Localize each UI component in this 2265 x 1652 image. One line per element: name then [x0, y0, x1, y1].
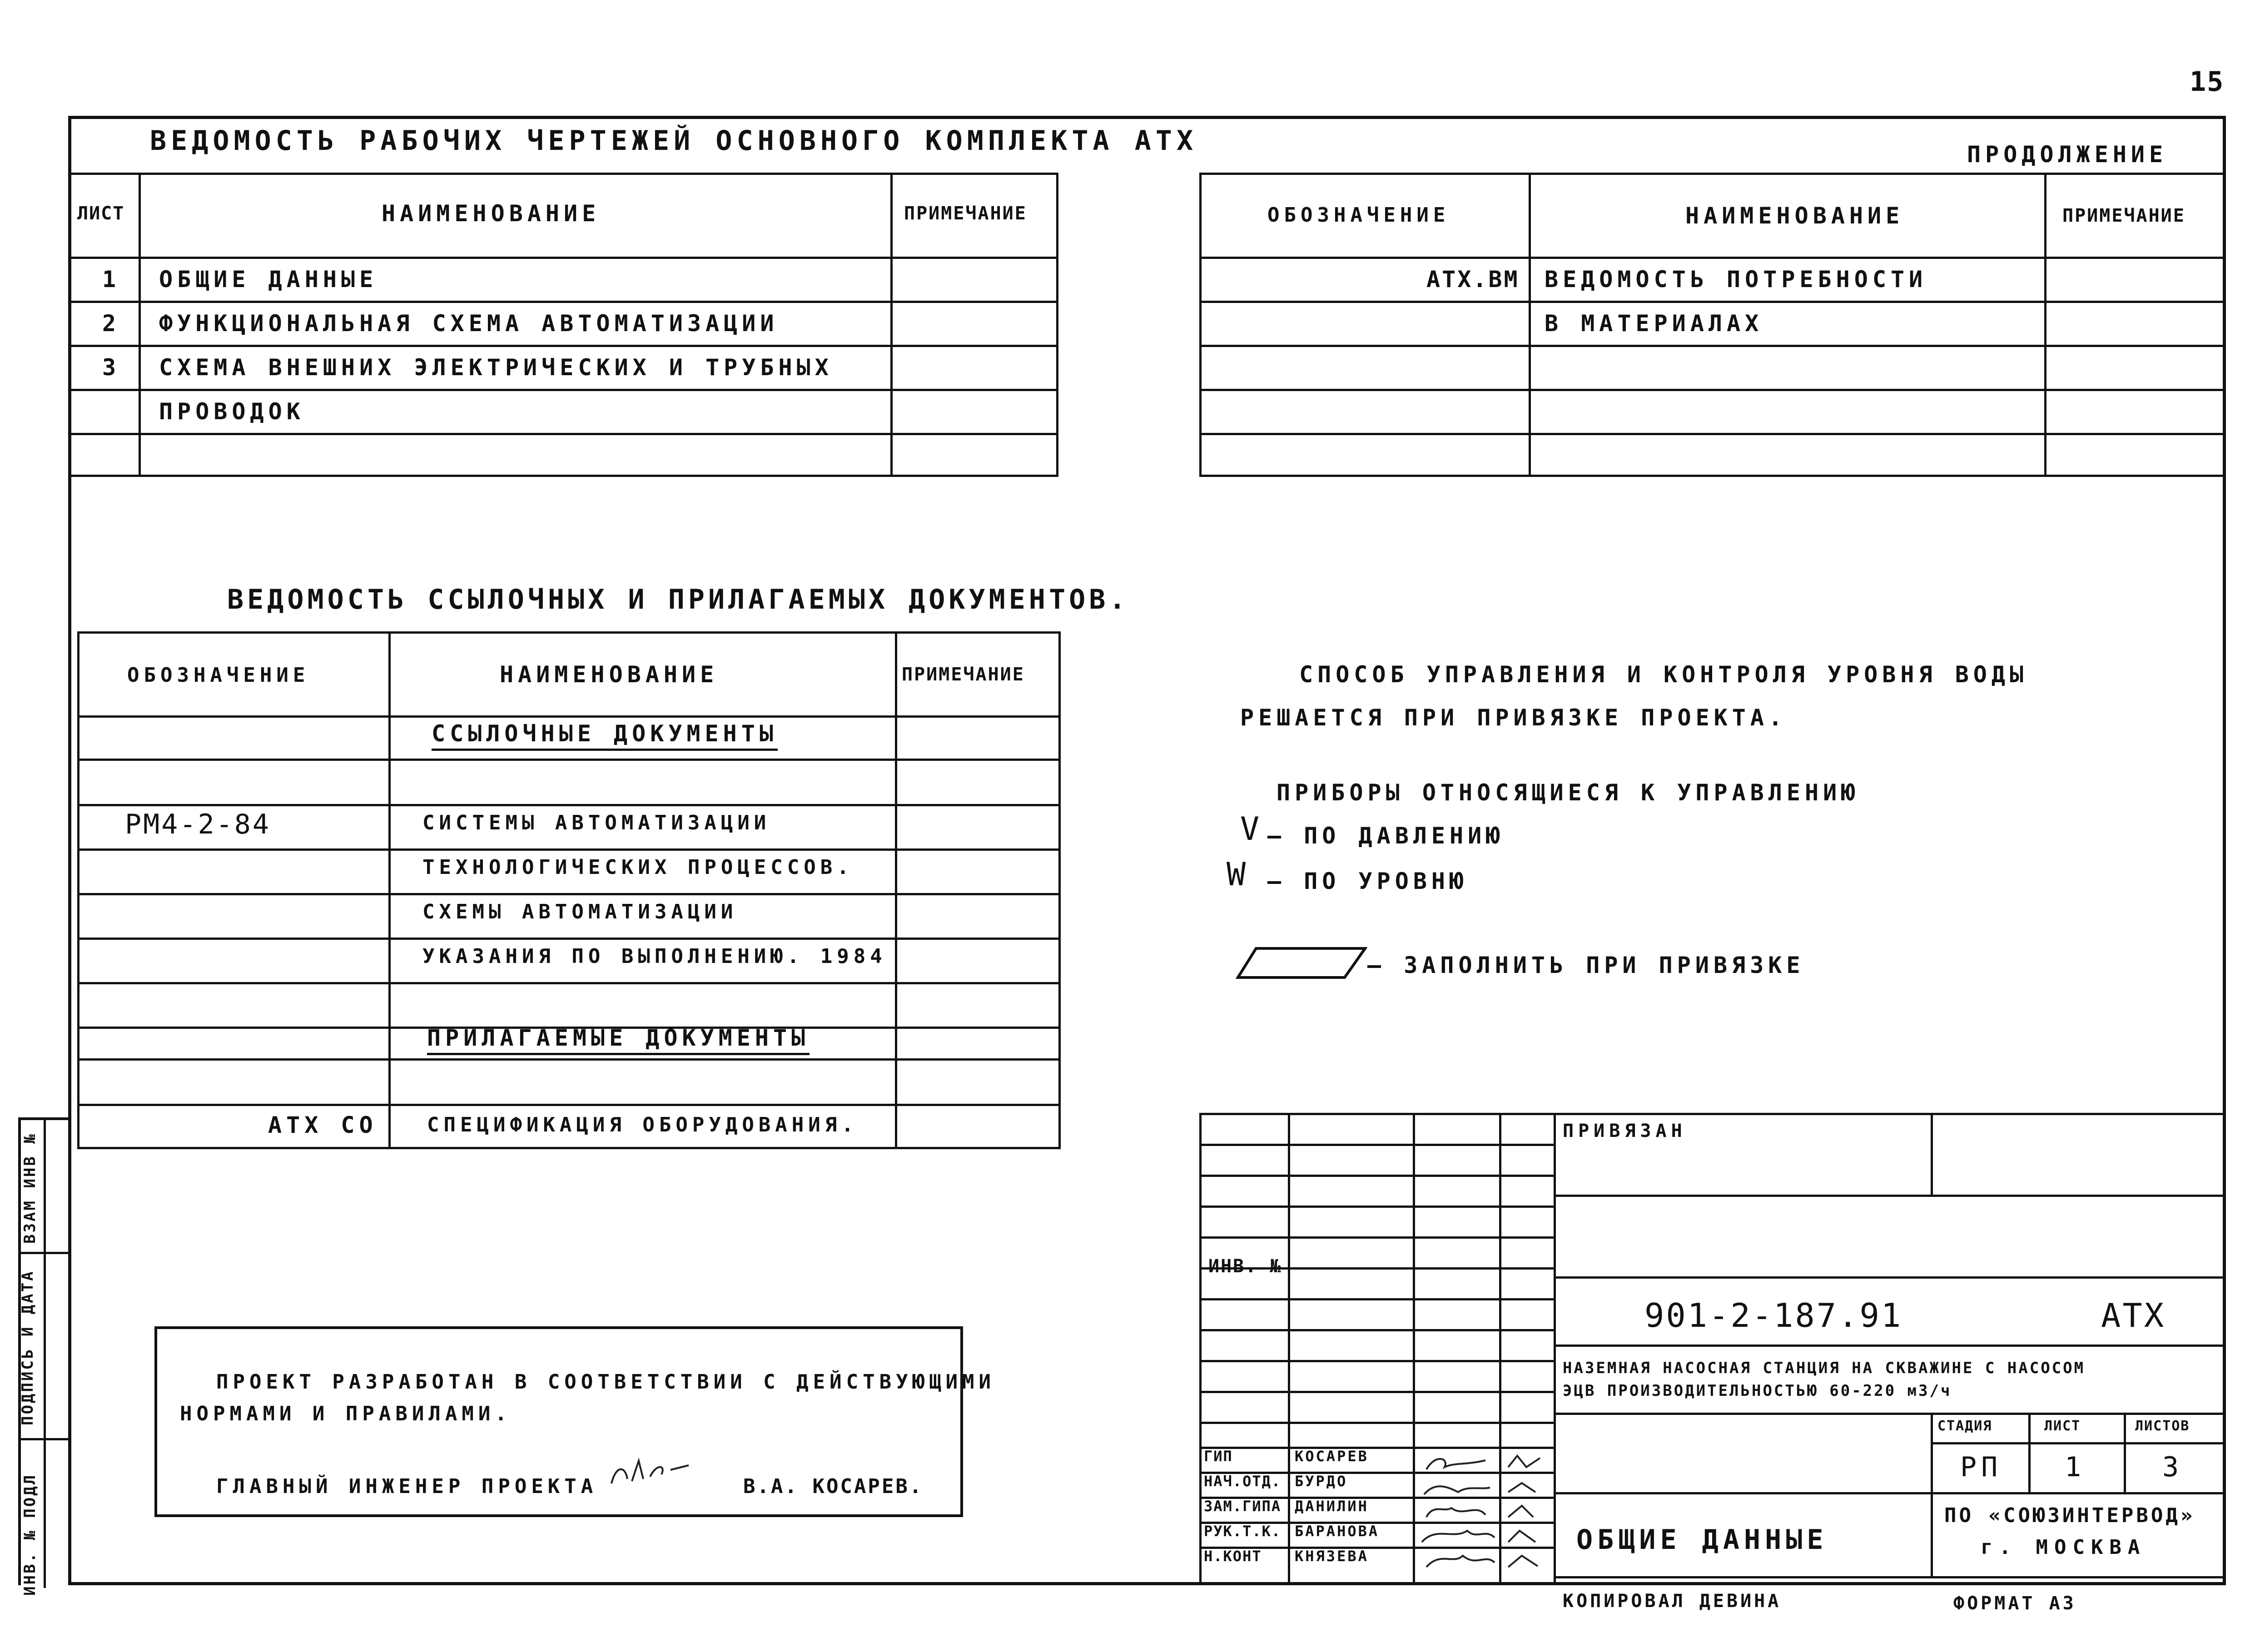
col-code-header: ОБОЗНАЧЕНИЕ	[1267, 203, 1450, 227]
fill-in-symbol	[1236, 945, 1367, 981]
v-mark-text: — ПО ДАВЛЕНИЮ	[1267, 823, 1505, 849]
row-name: СХЕМА ВНЕШНИХ ЭЛЕКТРИЧЕСКИХ И ТРУБНЫХ	[159, 354, 833, 381]
col-name-header: НАИМЕНОВАНИЕ	[1685, 203, 1904, 229]
inv-no-label: ИНВ. №	[1208, 1256, 1282, 1277]
row-name: ВЕДОМОСТЬ ПОТРЕБНОСТИ	[1545, 266, 1927, 293]
col-note-header: ПРИМЕЧАНИЕ	[902, 664, 1025, 685]
note-line-3: ПРИБОРЫ ОТНОСЯЩИЕСЯ К УПРАВЛЕНИЮ	[1277, 779, 1860, 806]
ref-doc-line: СХЕМЫ АВТОМАТИЗАЦИИ	[422, 900, 738, 923]
row-code: АТХ.ВМ	[1426, 266, 1520, 293]
section-reference-docs: ССЫЛОЧНЫЕ ДОКУМЕНТЫ	[432, 722, 778, 751]
set-code: АТХ	[2101, 1296, 2166, 1334]
sheet-label: ЛИСТ	[2044, 1418, 2081, 1434]
col-name-header: НАИМЕНОВАНИЕ	[500, 661, 719, 688]
compliance-line-2: НОРМАМИ И ПРАВИЛАМИ.	[180, 1402, 512, 1425]
row-num: 1	[102, 266, 121, 293]
sheets-label: ЛИСТОВ	[2135, 1418, 2190, 1434]
chief-engineer-label: ГЛАВНЫЙ ИНЖЕНЕР ПРОЕКТА	[216, 1475, 598, 1498]
compliance-box	[154, 1326, 996, 1517]
staff-signatures	[1417, 1449, 1554, 1576]
project-title-1: НАЗЕМНАЯ НАСОСНАЯ СТАНЦИЯ НА СКВАЖИНЕ С НАСОСОМ	[1563, 1359, 2086, 1377]
sheet-number: 15	[2190, 66, 2225, 98]
note-line-2: РЕШАЕТСЯ ПРИ ПРИВЯЗКЕ ПРОЕКТА.	[1240, 704, 1787, 731]
sheet-name: ОБЩИЕ ДАННЫЕ	[1576, 1524, 1828, 1556]
staff-name: БУРДО	[1295, 1473, 1348, 1490]
staff-name: БАРАНОВА	[1295, 1523, 1380, 1540]
note-line-1: СПОСОБ УПРАВЛЕНИЯ И КОНТРОЛЯ УРОВНЯ ВОДЫ	[1299, 661, 2028, 688]
sheet-value: 1	[2065, 1451, 2086, 1483]
ref-docs-title: ВЕДОМОСТЬ ССЫЛОЧНЫХ И ПРИЛАГАЕМЫХ ДОКУМЕНТОВ.	[227, 584, 1129, 615]
title-block	[1199, 1113, 2226, 1585]
organization: ПО «СОЮЗИНТЕРВОД»	[1944, 1504, 2195, 1527]
organization-city: г. МОСКВА	[1981, 1536, 2146, 1559]
row-name: ФУНКЦИОНАЛЬНАЯ СХЕМА АВТОМАТИЗАЦИИ	[159, 310, 779, 337]
main-list-title: ВЕДОМОСТЬ РАБОЧИХ ЧЕРТЕЖЕЙ ОСНОВНОГО КОМПЛЕКТА АТХ	[150, 125, 1198, 157]
sign-date-label: ПОДПИСЬ И ДАТА	[19, 1270, 37, 1425]
row-num: 3	[102, 354, 121, 381]
col-note-header: ПРИМЕЧАНИЕ	[904, 203, 1027, 224]
ref-doc-line: УКАЗАНИЯ ПО ВЫПОЛНЕНИЮ. 1984	[422, 945, 887, 968]
col-note-header: ПРИМЕЧАНИЕ	[2062, 205, 2186, 226]
w-mark: W	[1227, 856, 1251, 893]
continuation-label: ПРОДОЛЖЕНИЕ	[1967, 141, 2168, 168]
continuation-table	[1199, 173, 2226, 477]
stage-label: СТАДИЯ	[1937, 1418, 1992, 1434]
att-doc-name: СПЕЦИФИКАЦИЯ ОБОРУДОВАНИЯ.	[427, 1113, 858, 1136]
sheet-format: ФОРМАТ А3	[1953, 1593, 2076, 1614]
ref-doc-line: СИСТЕМЫ АВТОМАТИЗАЦИИ	[422, 811, 771, 834]
compliance-line-1: ПРОЕКТ РАЗРАБОТАН В СООТВЕТСТВИИ С ДЕЙСТВУЮЩИМИ	[216, 1370, 996, 1394]
attached-label: ПРИВЯЗАН	[1563, 1121, 1687, 1141]
ref-doc-line: ТЕХНОЛОГИЧЕСКИХ ПРОЦЕССОВ.	[422, 856, 854, 879]
row-name: В МАТЕРИАЛАХ	[1545, 310, 1763, 337]
binding-strip	[18, 1117, 68, 1596]
staff-role: ЗАМ.ГИПА	[1204, 1498, 1282, 1515]
chief-engineer-name: В.А. КОСАРЕВ.	[743, 1475, 924, 1498]
col-sheet-header: ЛИСТ	[77, 203, 125, 224]
row-name: ОБЩИЕ ДАННЫЕ	[159, 266, 378, 293]
w-mark-text: — ПО УРОВНЮ	[1267, 868, 1468, 894]
copied-by: КОПИРОВАЛ ДЕВИНА	[1563, 1591, 1782, 1612]
main-list-table	[68, 173, 1058, 477]
section-attached-docs: ПРИЛАГАЕМЫЕ ДОКУМЕНТЫ	[427, 1027, 810, 1055]
fill-in-note: — ЗАПОЛНИТЬ ПРИ ПРИВЯЗКЕ	[1367, 952, 1805, 978]
replace-inv-label: ВЗАМ ИНВ №	[21, 1132, 39, 1244]
staff-role: РУК.Т.К.	[1204, 1523, 1282, 1540]
project-title-2: ЭЦВ ПРОИЗВОДИТЕЛЬНОСТЬЮ 60-220 м3/ч	[1563, 1382, 1952, 1400]
staff-role: Н.КОНТ	[1204, 1548, 1262, 1565]
staff-role: ГИП	[1204, 1448, 1233, 1465]
ref-doc-code: РМ4-2-84	[125, 809, 271, 840]
sheets-value: 3	[2162, 1451, 2184, 1483]
inv-original-label: ИНВ. № ПОДЛ	[21, 1473, 39, 1596]
staff-role: НАЧ.ОТД.	[1204, 1473, 1282, 1490]
staff-name: ДАНИЛИН	[1295, 1498, 1369, 1515]
chief-signature	[607, 1452, 698, 1497]
row-num: 2	[102, 310, 121, 337]
ref-docs-table	[68, 631, 1061, 1149]
col-name-header: НАИМЕНОВАНИЕ	[382, 200, 601, 227]
stage-value: РП	[1960, 1451, 2002, 1483]
v-mark: V	[1240, 810, 1264, 848]
att-doc-code: АТХ СО	[268, 1112, 378, 1138]
document-code: 901-2-187.91	[1644, 1296, 1903, 1334]
row-name: ПРОВОДОК	[159, 398, 305, 425]
col-code-header: ОБОЗНАЧЕНИЕ	[127, 664, 310, 687]
staff-name: КОСАРЕВ	[1295, 1448, 1369, 1465]
staff-name: КНЯЗЕВА	[1295, 1548, 1369, 1565]
